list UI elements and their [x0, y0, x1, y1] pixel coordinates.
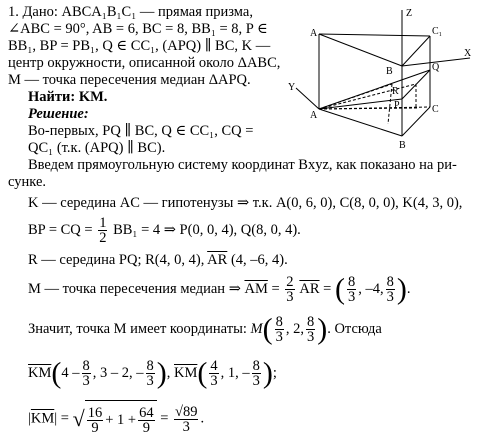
find-line: Найти: KM. — [28, 89, 108, 105]
edge-A1C1 — [319, 34, 430, 36]
edge-B1C1 — [402, 36, 430, 66]
label-Y: Y — [288, 82, 296, 93]
median-AR — [319, 84, 416, 109]
given-line-5: M — точка пересечения медиан ΔAPQ. — [8, 72, 251, 88]
label-A1: A — [310, 28, 318, 39]
label-B1: B — [386, 66, 393, 77]
label-Z: Z — [406, 8, 413, 19]
given-line-3: BB₁, BP = PB₁, Q ∈ CC₁, (APQ) ∥ BC, K — — [8, 38, 271, 54]
prism-figure — [282, 8, 491, 158]
solution-line-4: сунке. — [8, 174, 46, 190]
solution-heading: Решение: — [28, 106, 89, 122]
edge-A1B1 — [319, 34, 402, 66]
solution-line-11: $|\overline{KM}|$ = √ $\frac{16}{9}$ + 1 + $\frac{64}{9}$ = $\frac{√89}{3}$ . — [28, 400, 204, 438]
label-P-upper: R — [392, 86, 399, 97]
solution-line-6: BP = CQ = $\frac{1}{2}$ BB₁ = 4 ⇒ P(0, 0, 4), Q(8, 0, 4). — [28, 215, 301, 247]
label-C1: C₁ — [432, 26, 443, 37]
given-line-4: центр окружности, описанной около ΔABC, — [8, 55, 281, 71]
y-axis — [296, 88, 319, 109]
solution-line-1: Во-первых, PQ ∥ BC, Q ∈ CC₁, CQ = — [28, 123, 254, 139]
solution-line-10: $\overline{KM}(4$ – $\frac{8}{3}$ , 3 – 2, – $\frac{8}{3}$ ), $\overline{KM}$( $\frac{4}{3}$ , 1, – $\frac{8}{3}$ ); — [28, 356, 277, 390]
solution-line-8: M — точка пересечения медиан ⇒ $\overline{AM}$ = $\frac{2}{3}$ $\overline{AR}$ = ( $\frac{8}{3}$ , –4, $\frac{8}{3}$ ). — [28, 272, 411, 306]
label-X: X — [464, 48, 472, 59]
solution-line-9: Значит, точка M имеет координаты: M( $\frac{8}{3}$ , 2, $\frac{8}{3}$ ). Отсюда — [28, 312, 382, 346]
label-C: C — [432, 104, 439, 115]
solution-line-5: K — середина AC — гипотенузы ⇒ т.к. A(0, 6, 0), C(8, 0, 0), K(4, 3, 0), — [28, 195, 463, 211]
given-line-1: 1. Дано: ABCA₁B₁C₁ — прямая призма, — [8, 4, 253, 20]
solution-line-3: Введем прямоугольную систему координат Bxyz, как показано на ри- — [28, 157, 457, 173]
fraction-half: $\frac{1}{2}$ — [99, 215, 107, 247]
solution-line-2: QC₁ (т.к. (APQ) ∥ BC). — [28, 140, 166, 156]
edge-AB — [319, 109, 402, 136]
label-A: A — [310, 110, 318, 121]
label-P: P — [394, 100, 400, 111]
label-Q: Q — [432, 62, 440, 73]
given-line-2: ∠ABC = 90°, AB = 6, BC = 8, BB₁ = 8, P ∈ — [8, 21, 268, 37]
label-B: B — [399, 140, 406, 151]
solution-line-7: R — середина PQ; R(4, 0, 4), $\overline{AR}$ (4, –6, 4). — [28, 252, 288, 268]
edge-BC — [402, 107, 430, 136]
